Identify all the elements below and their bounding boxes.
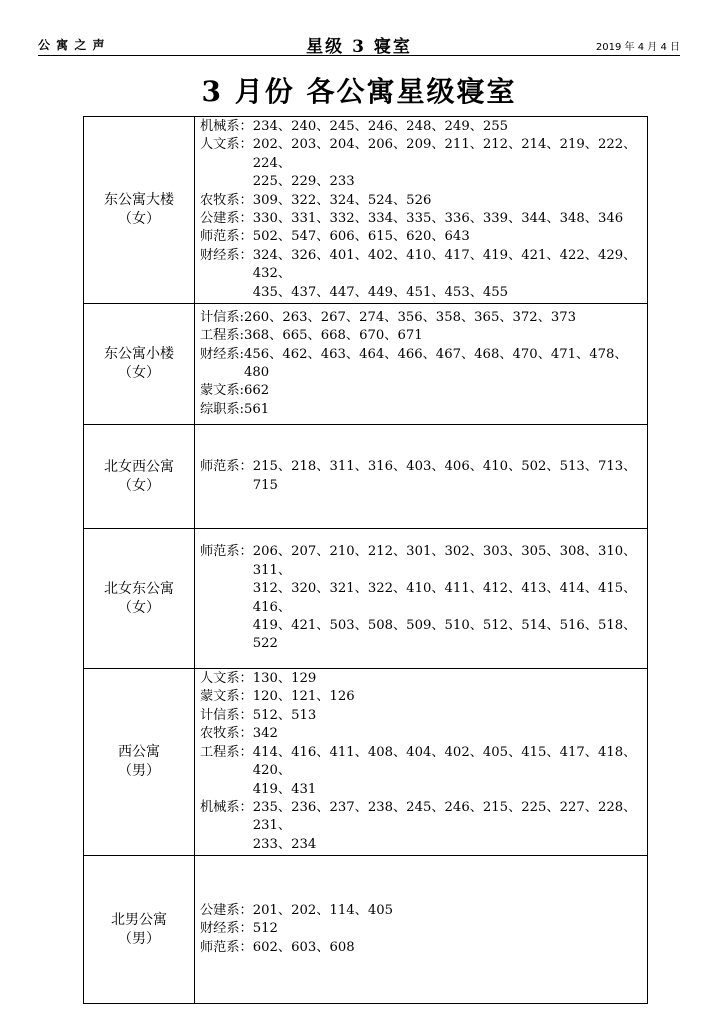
- building-cell: [84, 304, 195, 425]
- department-label: 公建系：: [200, 211, 253, 227]
- department-entry: [200, 458, 643, 495]
- room-numbers-line: 120、121、126: [252, 689, 355, 705]
- department-label: 师范系：: [200, 939, 253, 955]
- room-numbers-line: 130、129: [252, 671, 317, 687]
- departments-cell: [195, 425, 648, 529]
- building-gender: （女）: [118, 477, 160, 494]
- building-name: 北男公寓: [111, 911, 167, 928]
- room-numbers: [253, 799, 643, 854]
- table-row: [84, 669, 648, 856]
- department-label: 蒙文系：: [200, 689, 253, 705]
- department-entry: [200, 192, 643, 210]
- room-numbers: [244, 327, 423, 345]
- room-numbers-line: 215、218、311、316、403、406、410、502、513、713、715: [252, 459, 637, 493]
- building-name: 东公寓大楼: [104, 192, 174, 209]
- room-numbers-line: 225、229、233: [252, 174, 355, 190]
- building-cell: [84, 529, 195, 669]
- room-numbers-line: 312、320、321、322、410、411、412、413、414、415、416、: [252, 581, 637, 615]
- table-row: [84, 529, 648, 669]
- building-gender: （女）: [118, 599, 160, 616]
- room-numbers-line: 201、202、114、405: [252, 903, 393, 919]
- table-row: [84, 425, 648, 529]
- department-label: 师范系：: [200, 459, 253, 475]
- room-numbers-line: 502、547、606、615、620、643: [252, 229, 470, 245]
- department-label: 机械系：: [200, 799, 253, 815]
- departments-cell: [195, 117, 648, 304]
- room-numbers: [253, 228, 470, 246]
- room-numbers-line: 206、207、210、212、301、302、303、305、308、310、311、: [252, 544, 637, 578]
- room-numbers-line: 456、462、463、464、466、467、468、470、471、478、480: [244, 346, 628, 381]
- department-entry: [200, 327, 643, 345]
- department-entry: [200, 744, 643, 799]
- room-numbers: [253, 118, 508, 136]
- room-numbers: [253, 725, 278, 743]
- room-numbers-line: 235、236、237、238、245、246、215、225、227、228、231、: [252, 799, 637, 834]
- room-numbers: [253, 543, 643, 653]
- room-numbers: [244, 401, 269, 419]
- department-entry: [200, 382, 643, 400]
- room-numbers-line: 419、421、503、508、509、510、512、514、516、518、522: [252, 617, 637, 652]
- header-publication-name: 公 寓 之 声: [38, 38, 106, 52]
- department-entry: [200, 725, 643, 743]
- departments-cell: [195, 529, 648, 669]
- building-name: 北女东公寓: [104, 580, 174, 597]
- department-entry: [200, 247, 643, 302]
- department-label: 工程系:: [200, 328, 245, 344]
- building-gender: （男）: [118, 930, 160, 947]
- building-cell: [84, 669, 195, 856]
- page-header: [38, 32, 680, 57]
- department-entry: [200, 118, 643, 136]
- building-cell: [84, 425, 195, 529]
- department-entry: [200, 688, 643, 706]
- room-numbers: [244, 382, 269, 400]
- header-section-title: 星级 3 寝室: [306, 37, 412, 57]
- table-row: [84, 117, 648, 304]
- department-entry: [200, 707, 643, 725]
- department-label: 机械系：: [200, 119, 253, 134]
- room-numbers-line: 309、322、324、524、526: [252, 192, 432, 208]
- building-name: 北女西公寓: [104, 458, 174, 475]
- room-numbers-line: 260、263、267、274、356、358、365、372、373: [244, 309, 577, 325]
- room-numbers-line: 602、603、608: [252, 939, 355, 955]
- department-label: 师范系：: [200, 229, 253, 245]
- department-label: 公建系：: [200, 903, 253, 919]
- room-numbers: [253, 902, 393, 920]
- room-numbers: [253, 670, 317, 688]
- department-label: 财经系:: [200, 346, 245, 362]
- room-numbers-line: 512、513: [252, 707, 317, 723]
- room-numbers-line: 662: [244, 383, 270, 399]
- room-numbers: [253, 210, 623, 228]
- room-numbers: [253, 707, 317, 725]
- department-entry: [200, 210, 643, 228]
- star-dorm-table: [83, 116, 648, 1004]
- department-label: 蒙文系:: [200, 383, 245, 399]
- department-entry: [200, 543, 643, 653]
- table-row: [84, 304, 648, 425]
- room-numbers-line: 202、203、204、206、209、211、212、214、219、222、224、: [252, 137, 637, 171]
- room-numbers: [253, 136, 643, 191]
- room-numbers-line: 512: [252, 921, 278, 937]
- department-entry: [200, 939, 643, 957]
- department-entry: [200, 401, 643, 419]
- department-label: 综职系:: [200, 401, 245, 417]
- room-numbers: [253, 688, 355, 706]
- room-numbers-line: 233、234: [252, 836, 317, 852]
- department-label: 财经系：: [200, 247, 253, 263]
- room-numbers-line: 234、240、245、246、248、249、255: [252, 119, 509, 134]
- building-gender: （女）: [118, 365, 160, 382]
- room-numbers-line: 324、326、401、402、410、417、419、421、422、429、432、: [252, 247, 637, 282]
- department-label: 计信系：: [200, 707, 253, 723]
- department-entry: [200, 670, 643, 688]
- room-numbers-line: 330、331、332、334、335、336、339、344、348、346: [252, 211, 624, 227]
- room-numbers-line: 561: [244, 401, 270, 417]
- department-entry: [200, 228, 643, 246]
- building-gender: （男）: [118, 763, 160, 780]
- page-title: 3 月份 各公寓星级寝室: [201, 75, 517, 108]
- room-numbers: [253, 939, 355, 957]
- department-entry: [200, 309, 643, 327]
- room-numbers-line: 342: [252, 726, 278, 742]
- header-rule: [38, 55, 680, 56]
- room-numbers-line: 435、437、447、449、451、453、455: [252, 284, 509, 300]
- room-numbers-line: 419、431: [252, 781, 317, 797]
- department-label: 师范系：: [200, 544, 253, 560]
- department-label: 人文系：: [200, 137, 253, 153]
- room-numbers: [253, 744, 643, 799]
- department-label: 人文系：: [200, 671, 253, 687]
- room-numbers-line: 368、665、668、670、671: [244, 328, 423, 344]
- building-gender: （女）: [118, 211, 160, 228]
- room-numbers-line: 414、416、411、408、404、402、405、415、417、418、420、: [252, 744, 637, 779]
- building-cell: [84, 117, 195, 304]
- room-numbers: [253, 192, 432, 210]
- room-numbers: [244, 309, 576, 327]
- department-entry: [200, 799, 643, 854]
- header-date: 2019 年 4 月 4 日: [595, 42, 680, 53]
- building-name: 东公寓小楼: [104, 346, 174, 363]
- departments-cell: [195, 856, 648, 1004]
- departments-cell: [195, 669, 648, 856]
- department-label: 农牧系：: [200, 192, 253, 208]
- building-cell: [84, 856, 195, 1004]
- department-entry: [200, 136, 643, 191]
- department-label: 农牧系：: [200, 726, 253, 742]
- department-label: 工程系：: [200, 744, 253, 760]
- department-label: 财经系：: [200, 921, 253, 937]
- room-numbers: [253, 458, 643, 495]
- department-label: 计信系:: [200, 309, 245, 325]
- departments-cell: [195, 304, 648, 425]
- department-entry: [200, 902, 643, 920]
- department-entry: [200, 346, 643, 383]
- table-row: [84, 856, 648, 1004]
- room-numbers: [244, 346, 643, 383]
- building-name: 西公寓: [118, 744, 160, 761]
- room-numbers: [253, 247, 643, 302]
- room-numbers: [253, 920, 278, 938]
- department-entry: [200, 920, 643, 938]
